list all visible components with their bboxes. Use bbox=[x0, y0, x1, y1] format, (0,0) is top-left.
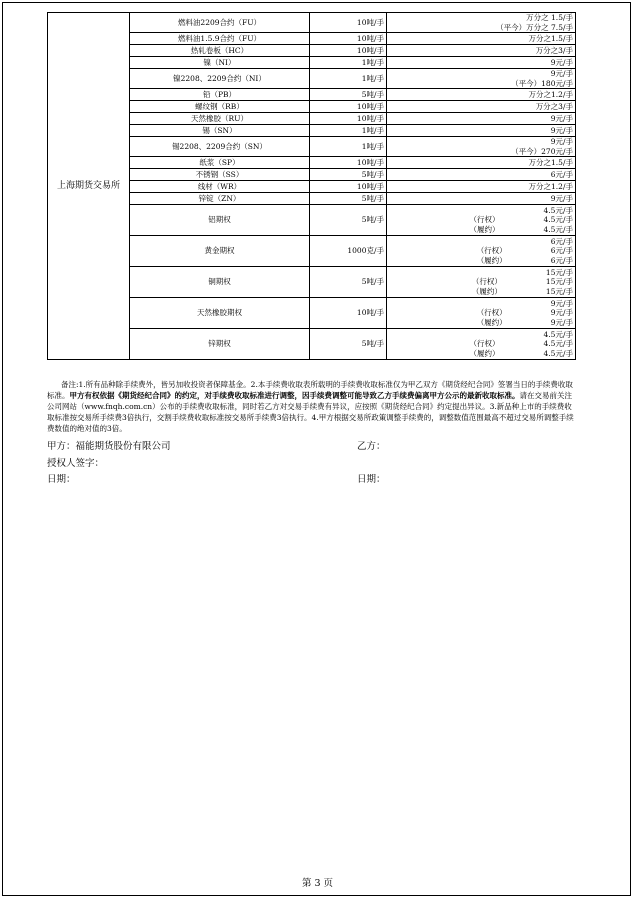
fee-cell bbox=[387, 125, 576, 137]
remarks-text-1: 备注:1.所有品种除手续费外，皆另加收投资者保障基金。2.本手续费收取表所载明的手续费收取标准仅为甲乙双方《期货经纪合同》签署当日的手续费收取标准。 bbox=[47, 380, 573, 400]
unit-cell: 10吨/手 bbox=[310, 113, 387, 125]
table-row bbox=[48, 13, 576, 33]
fee-type-label: （履约） bbox=[471, 286, 502, 296]
fee-value: 180元/手 bbox=[541, 78, 573, 88]
fee-cell bbox=[387, 157, 576, 169]
fee-value: 9元/手 bbox=[550, 69, 573, 78]
product-cell: 锌锭（ZN） bbox=[130, 193, 310, 205]
party-b: 乙方： bbox=[357, 441, 386, 452]
fee-line bbox=[389, 126, 573, 136]
fee-cell bbox=[387, 169, 576, 181]
product-cell: 天然橡胶（RU） bbox=[130, 113, 310, 125]
product-cell: 锡2208、2209合约（SN） bbox=[130, 137, 310, 157]
fee-type-label: （行权） bbox=[476, 246, 507, 256]
product-cell: 燃料油2209合约（FU） bbox=[130, 13, 310, 33]
page-number: 第 3 页 bbox=[301, 878, 334, 889]
fee-line bbox=[389, 330, 573, 340]
fee-line bbox=[389, 339, 573, 349]
fee-value: 15元/手 bbox=[545, 277, 573, 287]
remarks bbox=[47, 379, 575, 434]
fee-cell bbox=[387, 57, 576, 69]
fee-line bbox=[389, 194, 573, 204]
product-cell: 热轧卷板（HC） bbox=[130, 45, 310, 57]
fee-cell bbox=[387, 137, 576, 157]
fee-value: 270元/手 bbox=[541, 146, 573, 156]
fee-line bbox=[389, 277, 573, 287]
fee-line bbox=[389, 79, 573, 89]
unit-cell: 5吨/手 bbox=[310, 89, 387, 101]
fee-line bbox=[389, 170, 573, 180]
fee-line bbox=[389, 318, 573, 328]
unit-cell: 1000克/手 bbox=[310, 236, 387, 267]
fee-line bbox=[389, 237, 573, 247]
fee-line bbox=[389, 349, 573, 359]
fee-value: 万分之 7.5/手 bbox=[526, 22, 573, 32]
fee-value: 4.5元/手 bbox=[543, 339, 573, 349]
fee-line bbox=[389, 147, 573, 157]
fee-value: 4.5元/手 bbox=[543, 215, 573, 225]
fee-value: 万分之1.2/手 bbox=[528, 89, 573, 99]
fee-table bbox=[47, 12, 576, 360]
product-cell: 螺纹钢（RB） bbox=[130, 101, 310, 113]
fee-value: 9元/手 bbox=[550, 193, 573, 203]
fee-value: 万分之3/手 bbox=[535, 101, 573, 111]
fee-cell bbox=[387, 13, 576, 33]
fee-line bbox=[389, 34, 573, 44]
fee-value: 9元/手 bbox=[550, 137, 573, 146]
fee-type-label: （平今） bbox=[511, 78, 542, 88]
remarks-text-2: 请在交易前关注公司网站（www.fnqh.com.cn）公布的手续费收取标准，同时若乙方对交易手续费有异议，应按照《期货经纪合同》约定提出异议。3.新品种上市的手续费收取标准按交易所手续费3倍执行，交割手续费收取标准按交易所手续费3倍执行。4.甲方根据交易所政策调整手续费的，调整数值范围最高不超过交易所调整手续费数值的绝对值的3倍。 bbox=[47, 391, 574, 433]
fee-line bbox=[389, 206, 573, 216]
product-cell: 纸浆（SP） bbox=[130, 157, 310, 169]
fee-type-label: （行权） bbox=[476, 308, 507, 318]
fee-line bbox=[389, 246, 573, 256]
unit-cell: 1吨/手 bbox=[310, 137, 387, 157]
fee-cell bbox=[387, 236, 576, 267]
fee-cell bbox=[387, 101, 576, 113]
fee-cell bbox=[387, 113, 576, 125]
fee-cell bbox=[387, 193, 576, 205]
fee-line bbox=[389, 268, 573, 278]
product-cell: 不锈钢（SS） bbox=[130, 169, 310, 181]
date-b: 日期： bbox=[357, 474, 386, 485]
unit-cell: 10吨/手 bbox=[310, 298, 387, 329]
authorized-signature: 授权人签字： bbox=[47, 458, 105, 469]
fee-value: 万分之1.2/手 bbox=[528, 181, 573, 191]
fee-value: 6元/手 bbox=[550, 169, 573, 179]
fee-cell bbox=[387, 69, 576, 89]
unit-cell: 10吨/手 bbox=[310, 101, 387, 113]
remarks-bold: 甲方有权依据《期货经纪合同》的约定，对手续费收取标准进行调整，因手续费调整可能导致乙方手续费偏离甲方公示的最新收取标准。 bbox=[69, 391, 520, 400]
fee-type-label: （平今） bbox=[511, 146, 542, 156]
fee-line bbox=[389, 23, 573, 33]
fee-type-label: （履约） bbox=[469, 224, 500, 234]
unit-cell: 5吨/手 bbox=[310, 267, 387, 298]
party-a: 甲方：福能期货股份有限公司 bbox=[47, 441, 171, 452]
product-cell: 锌期权 bbox=[130, 329, 310, 360]
fee-value: 6元/手 bbox=[550, 246, 573, 256]
product-cell: 铜期权 bbox=[130, 267, 310, 298]
product-cell: 铝期权 bbox=[130, 205, 310, 236]
product-cell: 铅（PB） bbox=[130, 89, 310, 101]
fee-value: 9元/手 bbox=[550, 125, 573, 135]
unit-cell: 10吨/手 bbox=[310, 45, 387, 57]
fee-cell bbox=[387, 205, 576, 236]
fee-value: 9元/手 bbox=[550, 308, 573, 318]
unit-cell: 5吨/手 bbox=[310, 329, 387, 360]
fee-line bbox=[389, 158, 573, 168]
date-a: 日期： bbox=[47, 474, 76, 485]
fee-value: 4.5元/手 bbox=[543, 348, 573, 358]
fee-line bbox=[389, 308, 573, 318]
fee-value: 万分之1.5/手 bbox=[528, 33, 573, 43]
fee-cell bbox=[387, 45, 576, 57]
fee-line bbox=[389, 182, 573, 192]
fee-value: 万分之3/手 bbox=[535, 45, 573, 55]
product-cell: 天然橡胶期权 bbox=[130, 298, 310, 329]
fee-line bbox=[389, 256, 573, 266]
fee-line bbox=[389, 69, 573, 79]
fee-type-label: （平今） bbox=[496, 22, 527, 32]
fee-line bbox=[389, 46, 573, 56]
fee-type-label: （履约） bbox=[469, 348, 500, 358]
fee-value: 4.5元/手 bbox=[543, 224, 573, 234]
fee-value: 9元/手 bbox=[550, 317, 573, 327]
unit-cell: 10吨/手 bbox=[310, 181, 387, 193]
product-cell: 黄金期权 bbox=[130, 236, 310, 267]
fee-type-label: （行权） bbox=[471, 277, 502, 287]
unit-cell: 1吨/手 bbox=[310, 57, 387, 69]
unit-cell: 5吨/手 bbox=[310, 193, 387, 205]
fee-line bbox=[389, 287, 573, 297]
fee-value: 6元/手 bbox=[550, 236, 573, 246]
unit-cell: 1吨/手 bbox=[310, 125, 387, 137]
fee-value: 4.5元/手 bbox=[543, 205, 573, 215]
fee-value: 9元/手 bbox=[550, 57, 573, 67]
fee-line bbox=[389, 114, 573, 124]
fee-line bbox=[389, 13, 573, 23]
fee-type-label: （行权） bbox=[469, 215, 500, 225]
fee-line bbox=[389, 58, 573, 68]
fee-line bbox=[389, 215, 573, 225]
fee-type-label: （行权） bbox=[469, 339, 500, 349]
fee-type-label: （履约） bbox=[476, 317, 507, 327]
fee-value: 6元/手 bbox=[550, 255, 573, 265]
product-cell: 燃料油1.5.9合约（FU） bbox=[130, 33, 310, 45]
product-cell: 镍2208、2209合约（NI） bbox=[130, 69, 310, 89]
fee-cell bbox=[387, 181, 576, 193]
fee-value: 万分之1.5/手 bbox=[528, 157, 573, 167]
fee-cell bbox=[387, 298, 576, 329]
fee-value: 4.5元/手 bbox=[543, 329, 573, 339]
fee-line bbox=[389, 137, 573, 147]
fee-cell bbox=[387, 329, 576, 360]
fee-cell bbox=[387, 33, 576, 45]
unit-cell: 1吨/手 bbox=[310, 69, 387, 89]
fee-value: 万分之 1.5/手 bbox=[526, 13, 573, 22]
fee-line bbox=[389, 102, 573, 112]
product-cell: 锡（SN） bbox=[130, 125, 310, 137]
fee-value: 9元/手 bbox=[550, 113, 573, 123]
fee-line bbox=[389, 90, 573, 100]
fee-type-label: （履约） bbox=[476, 255, 507, 265]
unit-cell: 5吨/手 bbox=[310, 169, 387, 181]
fee-line bbox=[389, 225, 573, 235]
unit-cell: 10吨/手 bbox=[310, 13, 387, 33]
fee-cell bbox=[387, 267, 576, 298]
unit-cell: 5吨/手 bbox=[310, 205, 387, 236]
fee-line bbox=[389, 299, 573, 309]
exchange-cell: 上海期货交易所 bbox=[48, 13, 130, 360]
product-cell: 镍（NI） bbox=[130, 57, 310, 69]
fee-value: 15元/手 bbox=[545, 267, 573, 277]
fee-cell bbox=[387, 89, 576, 101]
unit-cell: 10吨/手 bbox=[310, 33, 387, 45]
unit-cell: 10吨/手 bbox=[310, 157, 387, 169]
fee-value: 15元/手 bbox=[545, 286, 573, 296]
product-cell: 线材（WR） bbox=[130, 181, 310, 193]
fee-value: 9元/手 bbox=[550, 298, 573, 308]
